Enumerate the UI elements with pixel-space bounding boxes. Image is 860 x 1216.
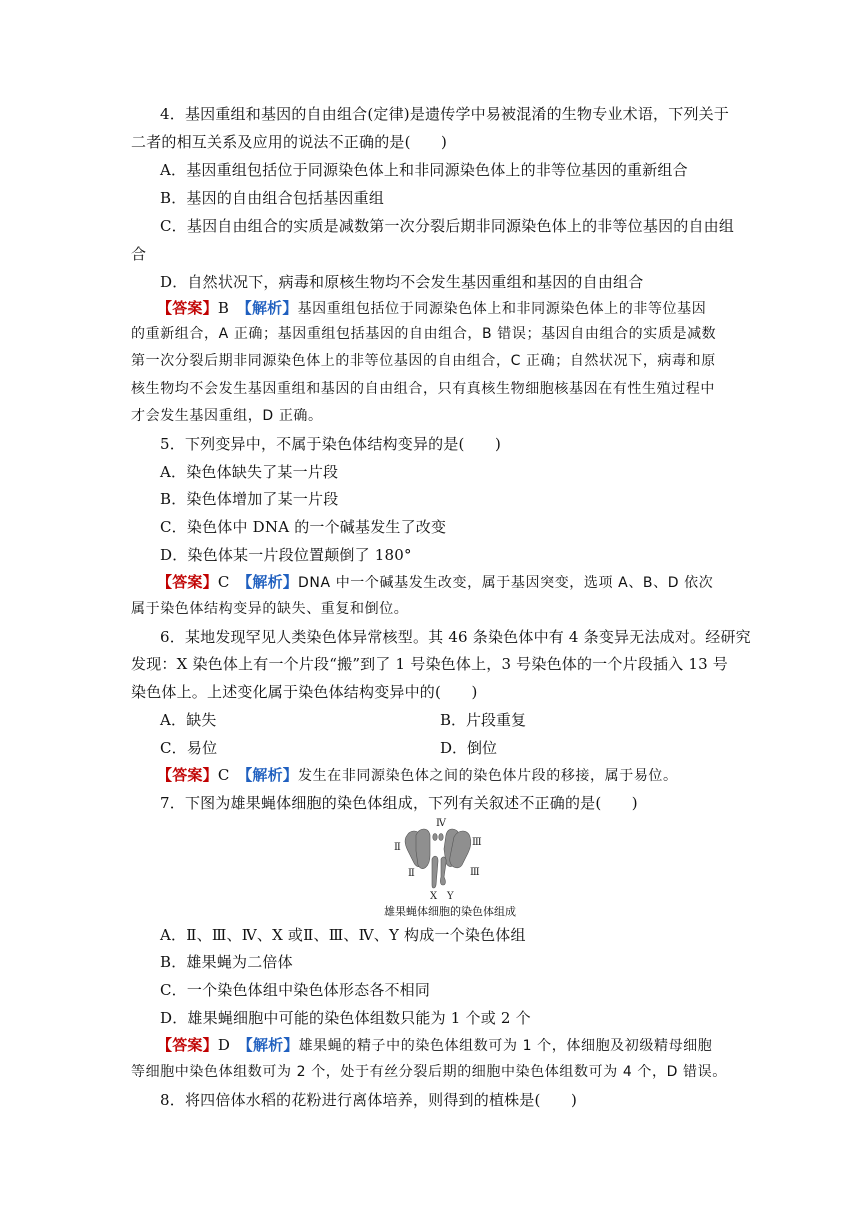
q7-answer: D xyxy=(217,1036,231,1054)
chromosome-ii-right xyxy=(416,829,430,869)
q5-analysis-line2: 属于染色体结构变异的缺失、重复和倒位。 xyxy=(131,601,409,617)
answer-tag: 【答案】 xyxy=(157,299,218,317)
chromosome-x xyxy=(432,856,438,888)
label-ii-bottom: Ⅱ xyxy=(408,868,415,879)
figure-caption: 雄果蝇体细胞的染色体组成 xyxy=(384,905,516,918)
chromosome-iv-left xyxy=(433,834,437,841)
q6-stem-line3: 染色体上。上述变化属于染色体结构变异中的( ) xyxy=(131,683,478,701)
q4-option-d: D．自然状况下，病毒和原核生物均不会发生基因重组和基因的自由组合 xyxy=(160,273,644,291)
analysis-tag: 【解析】 xyxy=(244,573,299,591)
q5-option-a: A．染色体缺失了某一片段 xyxy=(160,463,339,481)
q4-answer: B xyxy=(217,299,230,317)
label-y: Y xyxy=(447,891,454,902)
answer-tag: 【答案】 xyxy=(157,1036,218,1054)
q4-option-c-line2: 合 xyxy=(131,245,147,263)
q6-answer: C xyxy=(217,766,230,784)
analysis-tag: 【解析】 xyxy=(245,1036,299,1054)
q5-stem: 5．下列变异中，不属于染色体结构变异的是( ) xyxy=(160,435,502,453)
q7-option-c: C．一个染色体组中染色体形态各不相同 xyxy=(160,981,431,999)
q6-stem-line2: 发现：X 染色体上有一个片段“搬”到了 1 号染色体上，3 号染色体的一个片段插入 13 号 xyxy=(131,655,729,673)
q7-analysis-line1: 雄果蝇的精子中的染色体组数可为 1 个，体细胞及初级精母细胞 xyxy=(298,1038,713,1054)
q7-option-b: B．雄果蝇为二倍体 xyxy=(160,953,293,971)
q5-answer: C xyxy=(217,573,230,591)
q6-option-c: C．易位 xyxy=(160,739,218,757)
q4-answer-line xyxy=(157,298,757,319)
q5-option-b: B．染色体增加了某一片段 xyxy=(160,490,339,508)
q4-stem-line2: 二者的相互关系及应用的说法不正确的是( ) xyxy=(131,133,448,151)
q6-answer-line xyxy=(157,765,757,786)
analysis-tag: 【解析】 xyxy=(244,299,298,317)
q7-option-d: D．雄果蝇细胞中可能的染色体组数只能为 1 个或 2 个 xyxy=(160,1009,531,1027)
q7-analysis-line2: 等细胞中染色体组数可为 2 个，处于有丝分裂后期的细胞中染色体组数可为 4 个，D 错误。 xyxy=(131,1064,727,1080)
q4-option-c-line1: C．基因自由组合的实质是减数第一次分裂后期非同源染色体上的非等位基因的自由组 xyxy=(160,217,735,235)
q6-option-d: D．倒位 xyxy=(440,739,498,757)
q4-analysis-line1: 基因重组包括位于同源染色体上和非同源染色体上的非等位基因 xyxy=(297,301,707,317)
q5-analysis-line1: DNA 中一个碱基发生改变，属于基因突变，选项 A、B、D 依次 xyxy=(298,575,714,591)
q4-stem-line1: 4．基因重组和基因的自由组合(定律)是遗传学中易被混淆的生物专业术语，下列关于 xyxy=(160,105,730,123)
q4-analysis-line5: 才会发生基因重组，D 正确。 xyxy=(131,408,323,424)
label-ii-top: Ⅱ xyxy=(394,842,401,853)
q7-answer-line xyxy=(157,1035,757,1056)
q4-analysis-line4: 核生物均不会发生基因重组和基因的自由组合，只有真核生物细胞核基因在有性生殖过程中 xyxy=(131,381,715,397)
q8-stem: 8．将四倍体水稻的花粉进行离体培养，则得到的植株是( ) xyxy=(160,1091,578,1109)
answer-tag: 【答案】 xyxy=(157,573,218,591)
chromosome-y xyxy=(440,857,446,885)
label-iv: Ⅳ xyxy=(436,818,446,829)
q5-answer-line xyxy=(157,572,757,593)
q4-option-b: B．基因的自由组合包括基因重组 xyxy=(160,189,385,207)
label-x: X xyxy=(430,891,438,902)
answer-tag: 【答案】 xyxy=(157,766,218,784)
q4-analysis-line2: 的重新组合，A 正确；基因重组包括基因的自由组合，B 错误；基因自由组合的实质是减数 xyxy=(131,326,717,342)
q6-option-a: A．缺失 xyxy=(160,711,217,729)
q6-analysis-line1: 发生在非同源染色体之间的染色体片段的移接，属于易位。 xyxy=(298,768,678,784)
q7-option-a: A．Ⅱ、Ⅲ、Ⅳ、X 或Ⅱ、Ⅲ、Ⅳ、Y 构成一个染色体组 xyxy=(160,926,526,944)
chromosome-iv-right xyxy=(439,834,443,841)
q6-option-b: B．片段重复 xyxy=(440,711,527,729)
q7-stem: 7．下图为雄果蝇体细胞的染色体组成，下列有关叙述不正确的是( ) xyxy=(160,794,638,812)
q5-option-d: D．染色体某一片段位置颠倒了 180° xyxy=(160,546,412,564)
label-iii-bottom: Ⅲ xyxy=(470,867,480,878)
analysis-tag: 【解析】 xyxy=(244,766,299,784)
q4-option-a: A．基因重组包括位于同源染色体上和非同源染色体上的非等位基因的重新组合 xyxy=(160,161,688,179)
q5-option-c: C．染色体中 DNA 的一个碱基发生了改变 xyxy=(160,518,447,536)
q4-analysis-line3: 第一次分裂后期非同源染色体上的非等位基因的自由组合，C 正确；自然状况下，病毒和原 xyxy=(131,353,716,369)
label-iii-top: Ⅲ xyxy=(472,837,482,848)
fruit-fly-chromosome-figure xyxy=(388,815,488,905)
q6-stem-line1: 6．某地发现罕见人类染色体异常核型。其 46 条染色体中有 4 条变异无法成对。经研究 xyxy=(160,628,751,646)
